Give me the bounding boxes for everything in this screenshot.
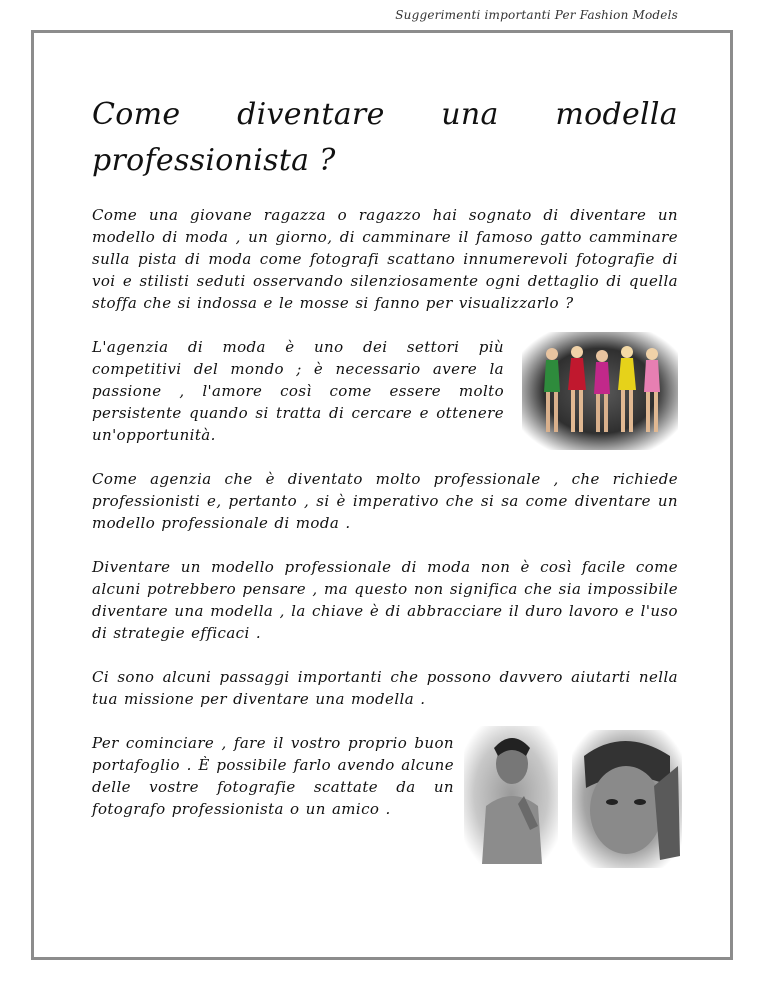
- male-models-images: [464, 726, 684, 866]
- paragraph-6: Per cominciare , fare il vostro proprio buon portafoglio . È possibile farlo avendo alcune delle vostre fotografie scattate da un fotografo professionista o un amico .: [92, 734, 454, 818]
- paragraph-3: Come agenzia che è diventato molto professionale , che richiede professionisti e, pertanto , si è imperativo che si sa come diventare un modello professionale di moda .: [92, 470, 678, 532]
- paragraph-1: Come una giovane ragazza o ragazzo hai sognato di diventare un modello di moda , un giorno, di camminare il famoso gatto camminare sulla pista di moda come fotografi scattano innumerevoli fotografie di voi e stilisti seduti osservando silenziosamente ogni dettaglio di quella stoffa che si indossa e le mosse si fanno per visualizzarlo ?: [92, 206, 678, 312]
- page-title: Come diventare una modella professionista ?: [92, 97, 678, 178]
- running-header: Suggerimenti importanti Per Fashion Models: [395, 8, 678, 22]
- models-group-photo: [522, 332, 678, 450]
- male-model-closeup-photo: [572, 730, 682, 868]
- paragraph-2: L'agenzia di moda è uno dei settori più competitivi del mondo ; è necessario avere la passione , l'amore così come essere molto persistente quando si tratta di cercare e ottenere un'opportunità.: [92, 338, 504, 444]
- models-group-image: [522, 332, 678, 450]
- male-model-photo: [464, 726, 558, 864]
- paragraph-4: Diventare un modello professionale di moda non è così facile come alcuni potrebbero pensare , ma questo non significa che sia impossibile diventare una modella , la chiave è di abbracciare il duro lavoro e l'uso di strategie efficaci .: [92, 558, 678, 642]
- paragraph-5: Ci sono alcuni passaggi importanti che possono davvero aiutarti nella tua missione per diventare una modella .: [92, 668, 678, 708]
- article: [92, 92, 678, 876]
- male-model-photos: [464, 726, 684, 868]
